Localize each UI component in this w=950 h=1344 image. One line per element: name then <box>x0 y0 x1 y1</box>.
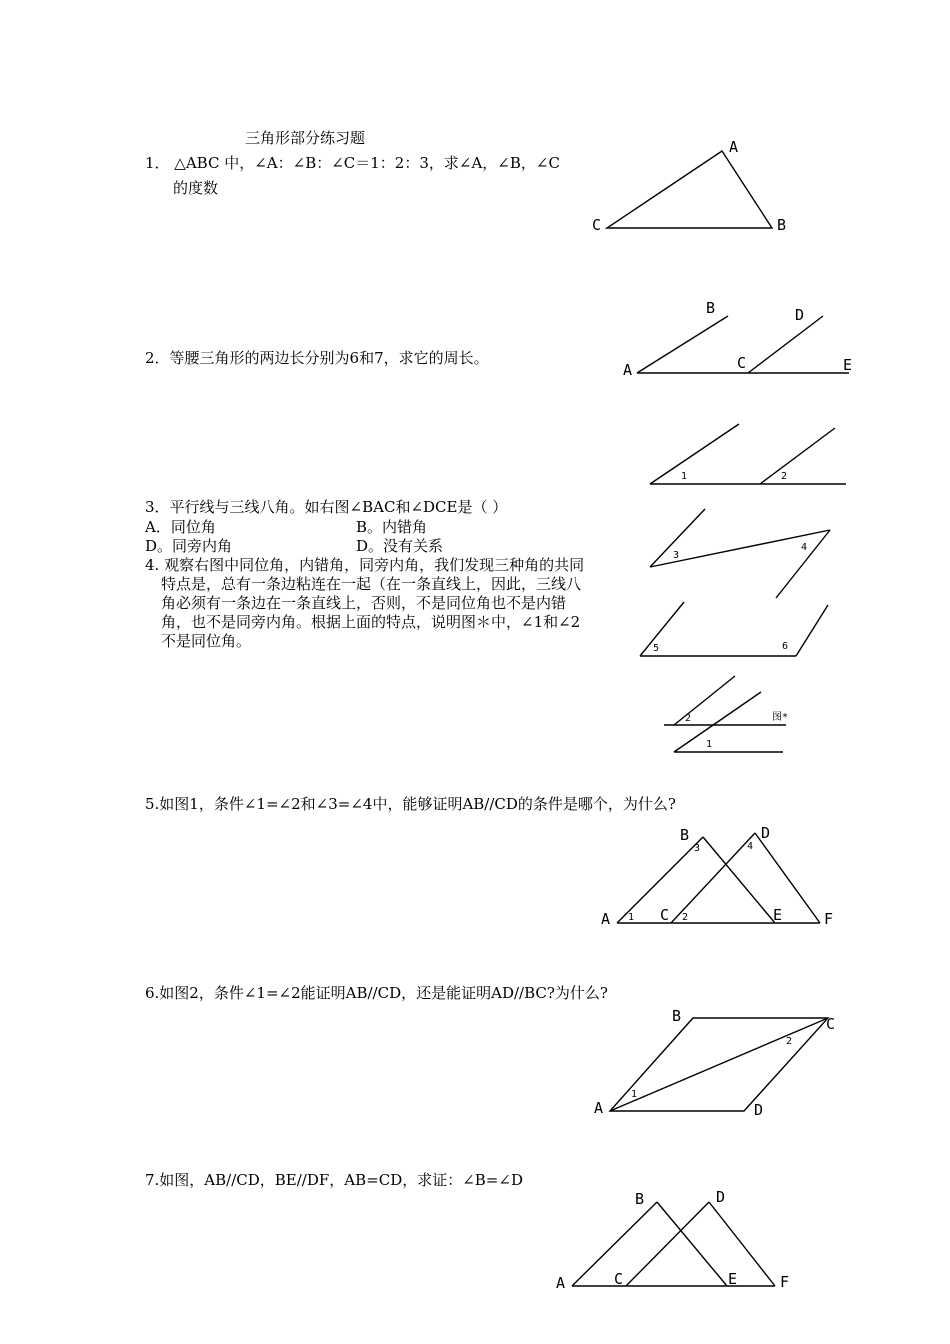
label-a: A <box>601 910 611 928</box>
angle-3-label: 3 <box>673 550 680 561</box>
diagonal-ac <box>610 1018 828 1111</box>
angle-3-label: 3 <box>694 843 701 854</box>
angle-1-label: 1 <box>631 1089 638 1100</box>
line-cd <box>748 316 823 373</box>
figure-angles-5-6 <box>640 602 828 656</box>
page-title: 三角形部分练习题 <box>245 129 366 147</box>
question-3-option-d1: D。同旁内角 <box>145 537 233 555</box>
angle-6-label: 6 <box>782 641 789 652</box>
figure-star-label: 图* <box>772 712 789 723</box>
question-1-line-1: 1． △ABC 中，∠A：∠B：∠C＝1：2：3，求∠A，∠B，∠C <box>145 154 560 172</box>
label-b: B <box>672 1007 682 1025</box>
angle-2-label: 2 <box>682 912 689 923</box>
angle-1-label: 1 <box>628 912 635 923</box>
label-a: A <box>594 1099 604 1117</box>
label-c: C <box>737 354 747 372</box>
label-f: F <box>780 1273 790 1291</box>
angle-4-label: 4 <box>801 542 808 553</box>
label-d: D <box>716 1188 726 1206</box>
figure-parallel-lines <box>623 299 852 379</box>
question-3-option-d2: D。没有关系 <box>356 537 444 555</box>
line-ab <box>637 316 728 373</box>
question-4-line-5: 不是同位角。 <box>161 632 252 650</box>
angle-2-label: 2 <box>781 471 788 482</box>
question-3-stem: 3．平行线与三线八角。如右图∠BAC和∠DCE是（ ） <box>145 498 508 516</box>
label-b: B <box>635 1190 645 1208</box>
parallel-line-right <box>796 605 828 656</box>
label-b: B <box>680 826 690 844</box>
question-5: 5.如图1，条件∠1=∠2和∠3=∠4中，能够证明AB//CD的条件是哪个，为什么? <box>145 795 676 813</box>
angle-2-label: 2 <box>685 713 692 724</box>
question-2: 2．等腰三角形的两边长分别为6和7，求它的周长。 <box>145 349 489 367</box>
label-a: A <box>623 361 633 379</box>
parallel-line-2 <box>760 428 835 484</box>
question-3-option-b: B。内错角 <box>356 518 428 536</box>
angle-1-label: 1 <box>706 739 713 750</box>
question-3-option-a: A．同位角 <box>145 518 216 536</box>
label-d: D <box>761 824 771 842</box>
question-4-line-1: 4. 观察右图中同位角，内错角，同旁内角，我们发现三种角的共同 <box>145 556 585 574</box>
parallel-line-1 <box>650 424 739 484</box>
line-df <box>755 833 820 923</box>
label-c: C <box>614 1270 624 1288</box>
question-4-line-4: 角，也不是同旁内角。根据上面的特点，说明图＊中，∠1和∠2 <box>161 613 581 631</box>
angle-4-label: 4 <box>747 841 754 852</box>
line-cd <box>671 833 755 923</box>
parallel-line-right <box>776 530 830 598</box>
question-4-line-2: 特点是，总有一条边粘连在一起（在一条直线上，因此，三线八 <box>161 575 582 593</box>
label-d: D <box>795 306 805 324</box>
figure-5 <box>601 824 833 928</box>
slanted-line-upper <box>674 676 735 725</box>
label-d: D <box>754 1101 764 1119</box>
angle-2-label: 2 <box>786 1036 793 1047</box>
label-b: B <box>777 216 787 234</box>
figure-6 <box>594 1007 835 1119</box>
label-b: B <box>706 299 716 317</box>
label-c: C <box>660 906 670 924</box>
figure-star <box>664 676 788 752</box>
question-4-line-3: 角必须有一条边在一条直线上，否则，不是同位角也不是内错 <box>161 594 567 612</box>
triangle-abc-shape <box>607 151 772 228</box>
angle-1-label: 1 <box>681 471 688 482</box>
label-e: E <box>773 906 783 924</box>
parallel-line-left <box>640 602 684 656</box>
question-1-line-2: 的度数 <box>173 179 219 197</box>
label-c: C <box>826 1015 836 1033</box>
figure-7 <box>556 1188 789 1292</box>
label-e: E <box>728 1270 738 1288</box>
question-7: 7.如图，AB//CD，BE//DF，AB=CD，求证：∠B=∠D <box>145 1171 523 1189</box>
figure-angles-3-4 <box>650 509 830 598</box>
question-6: 6.如图2，条件∠1=∠2能证明AB//CD，还是能证明AD//BC?为什么? <box>145 984 608 1002</box>
line-df <box>709 1202 775 1286</box>
label-c: C <box>592 216 602 234</box>
label-f: F <box>824 910 834 928</box>
label-e: E <box>843 356 853 374</box>
figure-angles-1-2 <box>650 424 846 484</box>
label-a: A <box>556 1274 566 1292</box>
figure-triangle-abc <box>592 138 786 234</box>
label-a: A <box>729 138 739 156</box>
angle-5-label: 5 <box>653 643 660 654</box>
